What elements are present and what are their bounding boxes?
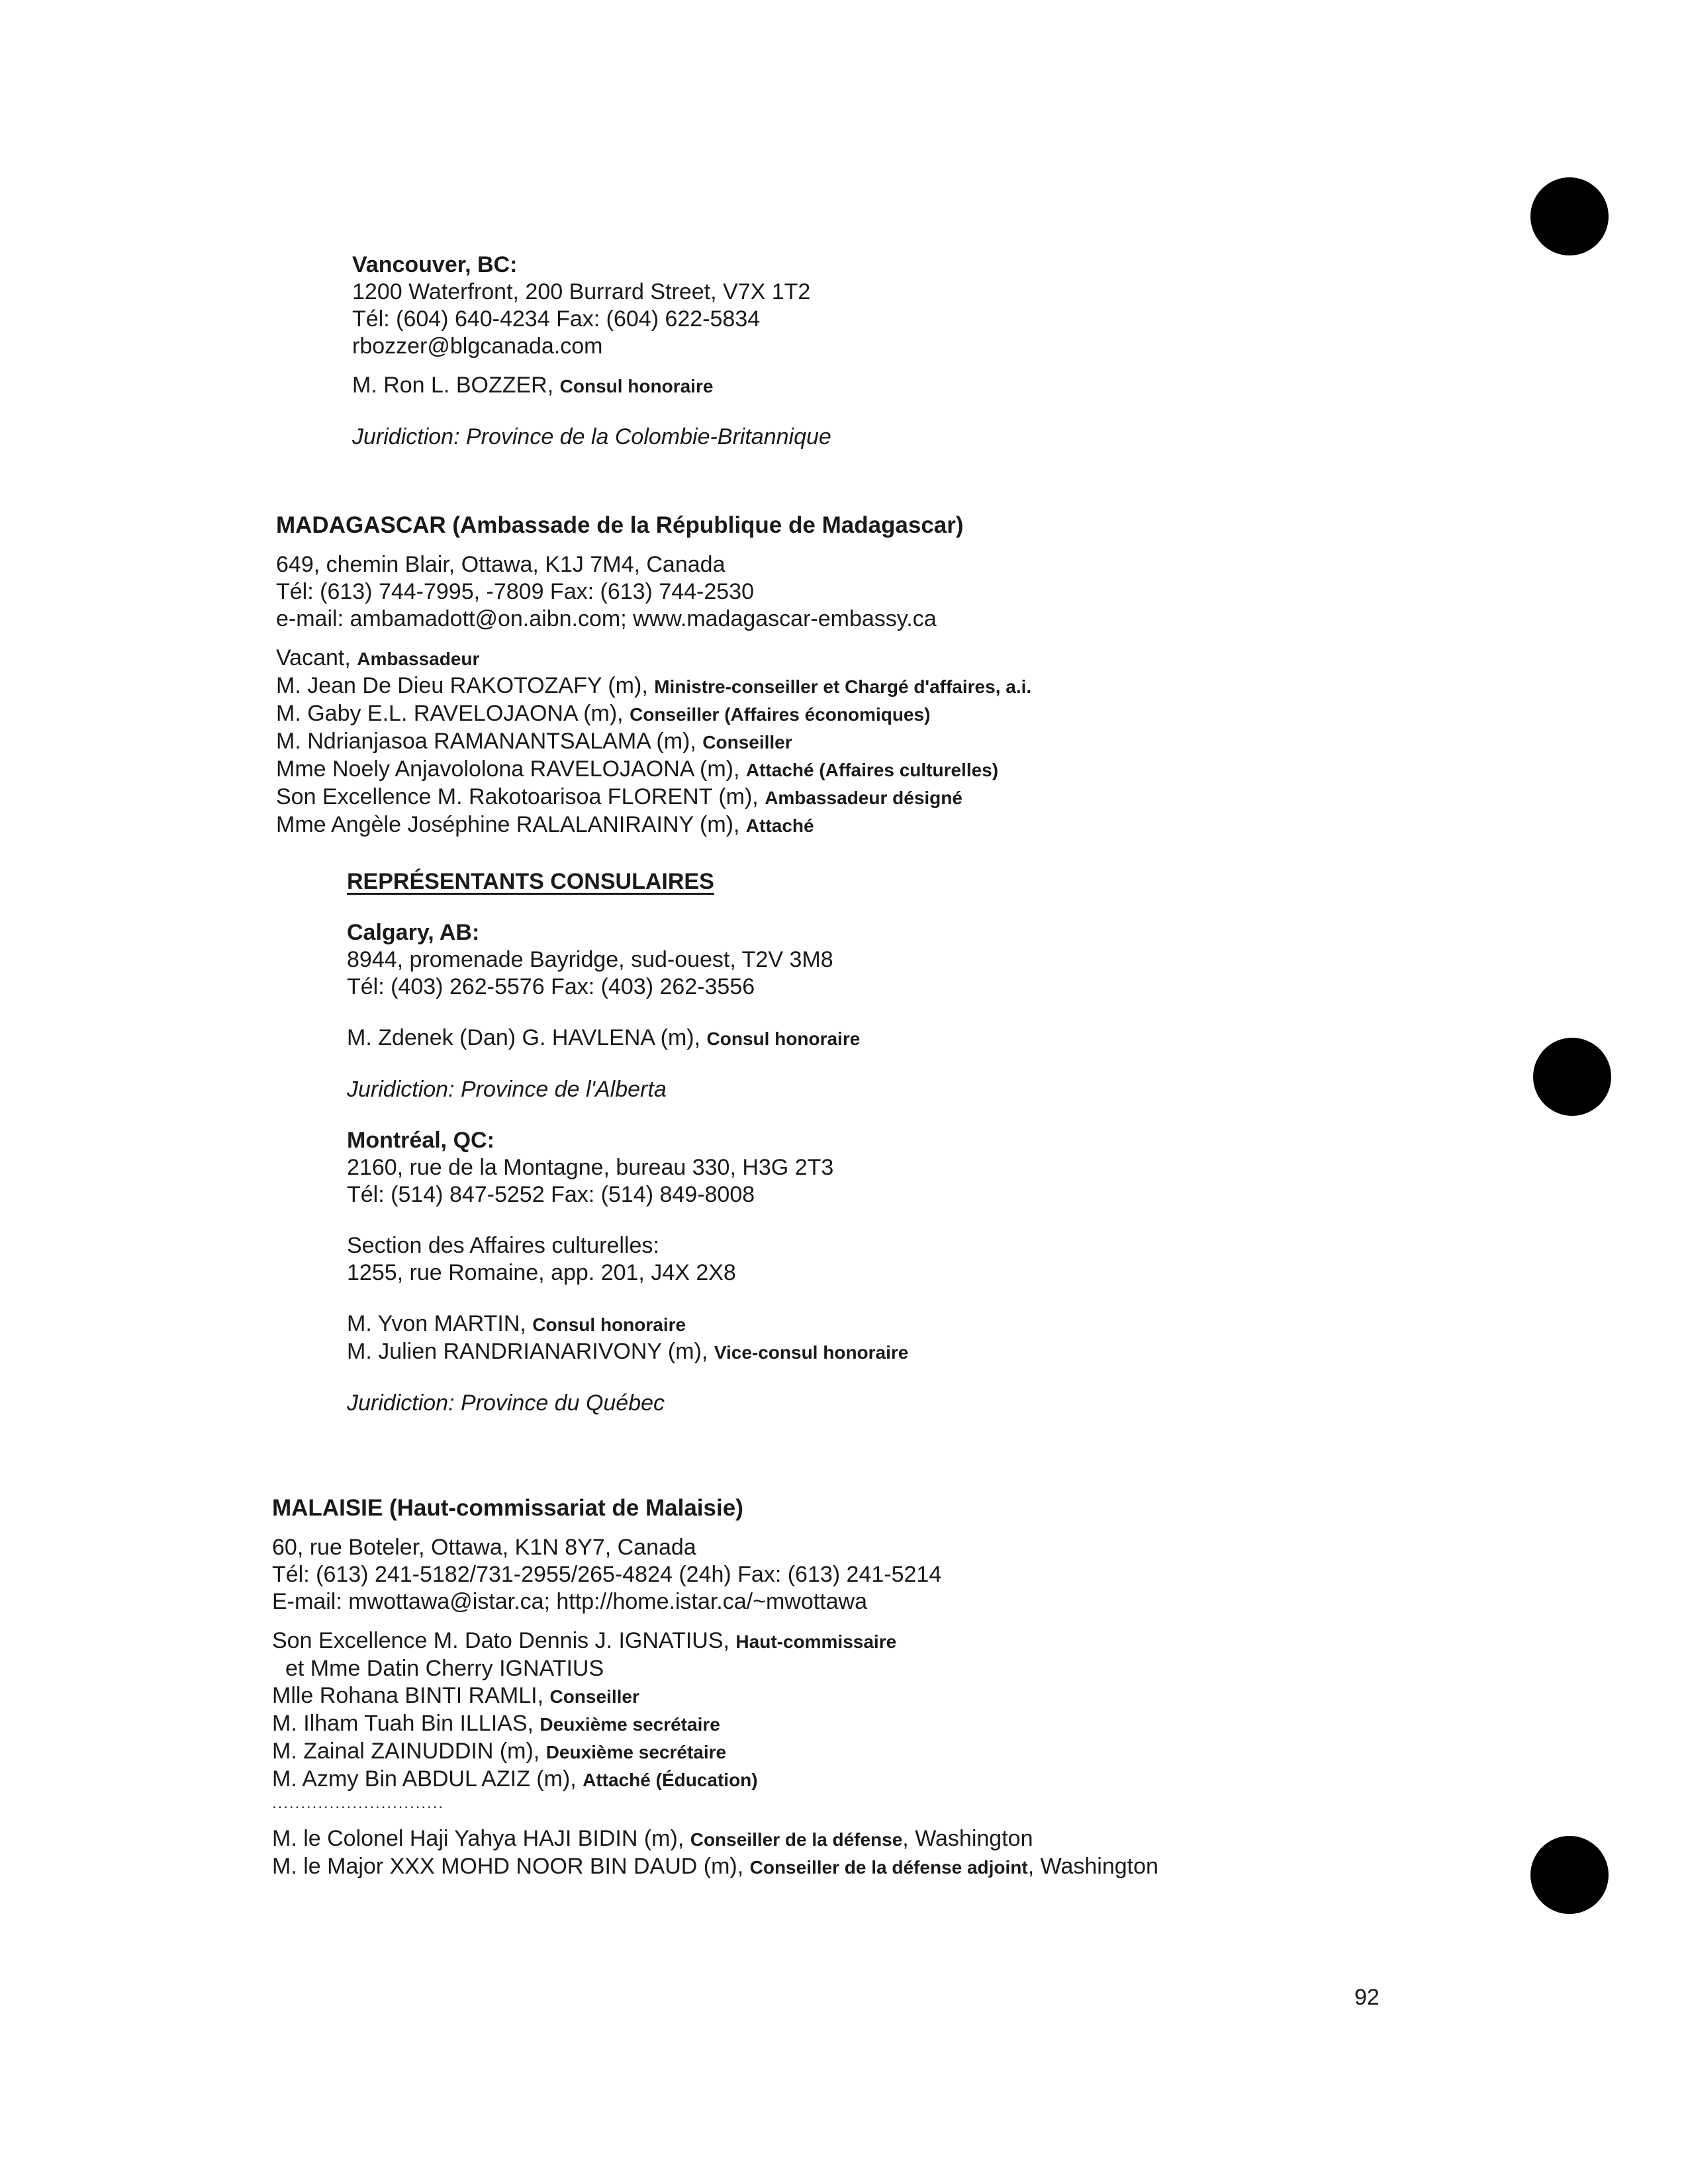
vancouver-consulate xyxy=(352,251,831,451)
section-heading: REPRÉSENTANTS CONSULAIRES xyxy=(347,869,714,894)
punch-hole-bottom xyxy=(1530,1836,1609,1914)
calgary-consulate xyxy=(347,919,908,1103)
staff-role: Deuxième secrétaire xyxy=(545,1742,727,1762)
staff-entry xyxy=(347,1024,908,1052)
staff-role: Attaché xyxy=(745,815,814,836)
spouse-entry: et Mme Datin Cherry IGNATIUS xyxy=(285,1656,604,1681)
staff-entry xyxy=(272,1766,1158,1794)
punch-hole-top xyxy=(1530,177,1609,255)
montreal-consulate xyxy=(347,1127,908,1417)
staff-entry xyxy=(272,1682,1158,1710)
city-heading: Vancouver, BC: xyxy=(352,252,518,277)
address: 60, rue Boteler, Ottawa, K1N 8Y7, Canada xyxy=(272,1535,696,1560)
staff-name: Vacant, xyxy=(276,645,351,670)
phone-fax: Tél: (613) 241-5182/731-2955/265-4824 (24h) Fax: (613) 241-5214 xyxy=(272,1562,942,1587)
staff-role: Ministre-conseiller et Chargé d'affaires, a.i. xyxy=(654,676,1032,697)
jurisdiction: Juridiction: Province du Québec xyxy=(347,1390,665,1416)
staff-entry xyxy=(276,645,1031,672)
staff-role: Attaché (Éducation) xyxy=(583,1770,758,1790)
email: E-mail: mwottawa@istar.ca; http://home.istar.ca/~mwottawa xyxy=(272,1589,868,1614)
staff-role: Ambassadeur désigné xyxy=(765,788,962,808)
city-heading: Calgary, AB: xyxy=(347,920,480,945)
staff-role: Vice-consul honoraire xyxy=(714,1342,909,1363)
staff-entry xyxy=(272,1627,1158,1655)
address: 1200 Waterfront, 200 Burrard Street, V7X 1T2 xyxy=(352,279,811,304)
consular-representatives xyxy=(347,868,908,1417)
country-heading: MADAGASCAR (Ambassade de la République de Madagascar) xyxy=(276,512,964,538)
staff-name: M. Zdenek (Dan) G. HAVLENA (m), xyxy=(347,1025,701,1050)
staff-entry xyxy=(347,1338,908,1366)
address: 8944, promenade Bayridge, sud-ouest, T2V 3M8 xyxy=(347,947,833,972)
staff-entry xyxy=(352,372,831,400)
defense-attache-entry xyxy=(272,1825,1158,1853)
staff-entry xyxy=(276,728,1031,756)
staff-entry xyxy=(272,1710,1158,1738)
page-number: 92 xyxy=(1354,1985,1380,2010)
address: 2160, rue de la Montagne, bureau 330, H3G 2T3 xyxy=(347,1155,834,1180)
jurisdiction: Juridiction: Province de la Colombie-Britannique xyxy=(352,424,831,449)
email: rbozzer@blgcanada.com xyxy=(352,334,603,359)
staff-name: M. Zainal ZAINUDDIN (m), xyxy=(272,1739,540,1764)
email: e-mail: ambamadott@on.aibn.com; www.madagascar-embassy.ca xyxy=(276,606,937,631)
staff-name: M. Julien RANDRIANARIVONY (m), xyxy=(347,1339,708,1364)
staff-entry xyxy=(276,784,1031,811)
staff-role: Consul honoraire xyxy=(532,1314,686,1335)
staff-entry xyxy=(272,1738,1158,1766)
staff-entry xyxy=(347,1310,908,1338)
staff-name: Mlle Rohana BINTI RAMLI, xyxy=(272,1683,544,1708)
staff-location: , Washington xyxy=(902,1826,1033,1851)
staff-name: M. Azmy Bin ABDUL AZIZ (m), xyxy=(272,1766,577,1792)
staff-role: Haut-commissaire xyxy=(735,1631,897,1652)
malaisie-high-commission xyxy=(272,1494,1158,1881)
jurisdiction: Juridiction: Province de l'Alberta xyxy=(347,1077,667,1102)
madagascar-embassy xyxy=(276,512,1031,839)
staff-entry xyxy=(276,700,1031,728)
section-address: 1255, rue Romaine, app. 201, J4X 2X8 xyxy=(347,1260,736,1285)
staff-name: Son Excellence M. Rakotoarisoa FLORENT (m), xyxy=(276,784,759,809)
staff-name: M. Ilham Tuah Bin ILLIAS, xyxy=(272,1711,534,1736)
staff-name: M. le Major XXX MOHD NOOR BIN DAUD (m), xyxy=(272,1854,744,1879)
staff-role: Conseiller de la défense adjoint xyxy=(749,1857,1028,1878)
staff-entry xyxy=(276,756,1031,784)
section-label: Section des Affaires culturelles: xyxy=(347,1233,659,1258)
phone-fax: Tél: (604) 640-4234 Fax: (604) 622-5834 xyxy=(352,306,761,332)
staff-location: , Washington xyxy=(1027,1854,1158,1879)
staff-name: M. le Colonel Haji Yahya HAJI BIDIN (m), xyxy=(272,1826,684,1851)
defense-attache-entry xyxy=(272,1853,1158,1881)
country-heading: MALAISIE (Haut-commissariat de Malaisie) xyxy=(272,1495,743,1521)
address: 649, chemin Blair, Ottawa, K1J 7M4, Canada xyxy=(276,552,726,577)
staff-role: Consul honoraire xyxy=(559,376,714,396)
staff-role: Conseiller xyxy=(702,732,792,752)
staff-name: M. Ndrianjasoa RAMANANTSALAMA (m), xyxy=(276,729,696,754)
staff-entry xyxy=(276,672,1031,700)
city-heading: Montréal, QC: xyxy=(347,1128,494,1153)
staff-entry xyxy=(276,811,1031,839)
staff-name: Son Excellence M. Dato Dennis J. IGNATIUS, xyxy=(272,1628,729,1653)
staff-name: Mme Angèle Joséphine RALALANIRAINY (m), xyxy=(276,812,740,837)
staff-role: Consul honoraire xyxy=(706,1028,861,1049)
staff-role: Attaché (Affaires culturelles) xyxy=(745,760,999,780)
dotted-separator: .............................. xyxy=(272,1794,445,1812)
staff-name: Mme Noely Anjavololona RAVELOJAONA (m), xyxy=(276,756,740,782)
staff-role: Conseiller (Affaires économiques) xyxy=(630,704,931,725)
staff-name: M. Yvon MARTIN, xyxy=(347,1311,526,1336)
phone-fax: Tél: (403) 262-5576 Fax: (403) 262-3556 xyxy=(347,974,755,999)
phone-fax: Tél: (613) 744-7995, -7809 Fax: (613) 744-2530 xyxy=(276,579,755,604)
punch-hole-middle xyxy=(1533,1038,1611,1116)
staff-role: Deuxième secrétaire xyxy=(539,1714,720,1735)
staff-name: M. Gaby E.L. RAVELOJAONA (m), xyxy=(276,701,624,726)
staff-role: Conseiller de la défense xyxy=(690,1829,903,1850)
staff-role: Ambassadeur xyxy=(357,649,480,669)
staff-role: Conseiller xyxy=(549,1686,639,1707)
staff-name: M. Ron L. BOZZER, xyxy=(352,373,554,398)
phone-fax: Tél: (514) 847-5252 Fax: (514) 849-8008 xyxy=(347,1182,755,1207)
staff-name: M. Jean De Dieu RAKOTOZAFY (m), xyxy=(276,673,648,698)
